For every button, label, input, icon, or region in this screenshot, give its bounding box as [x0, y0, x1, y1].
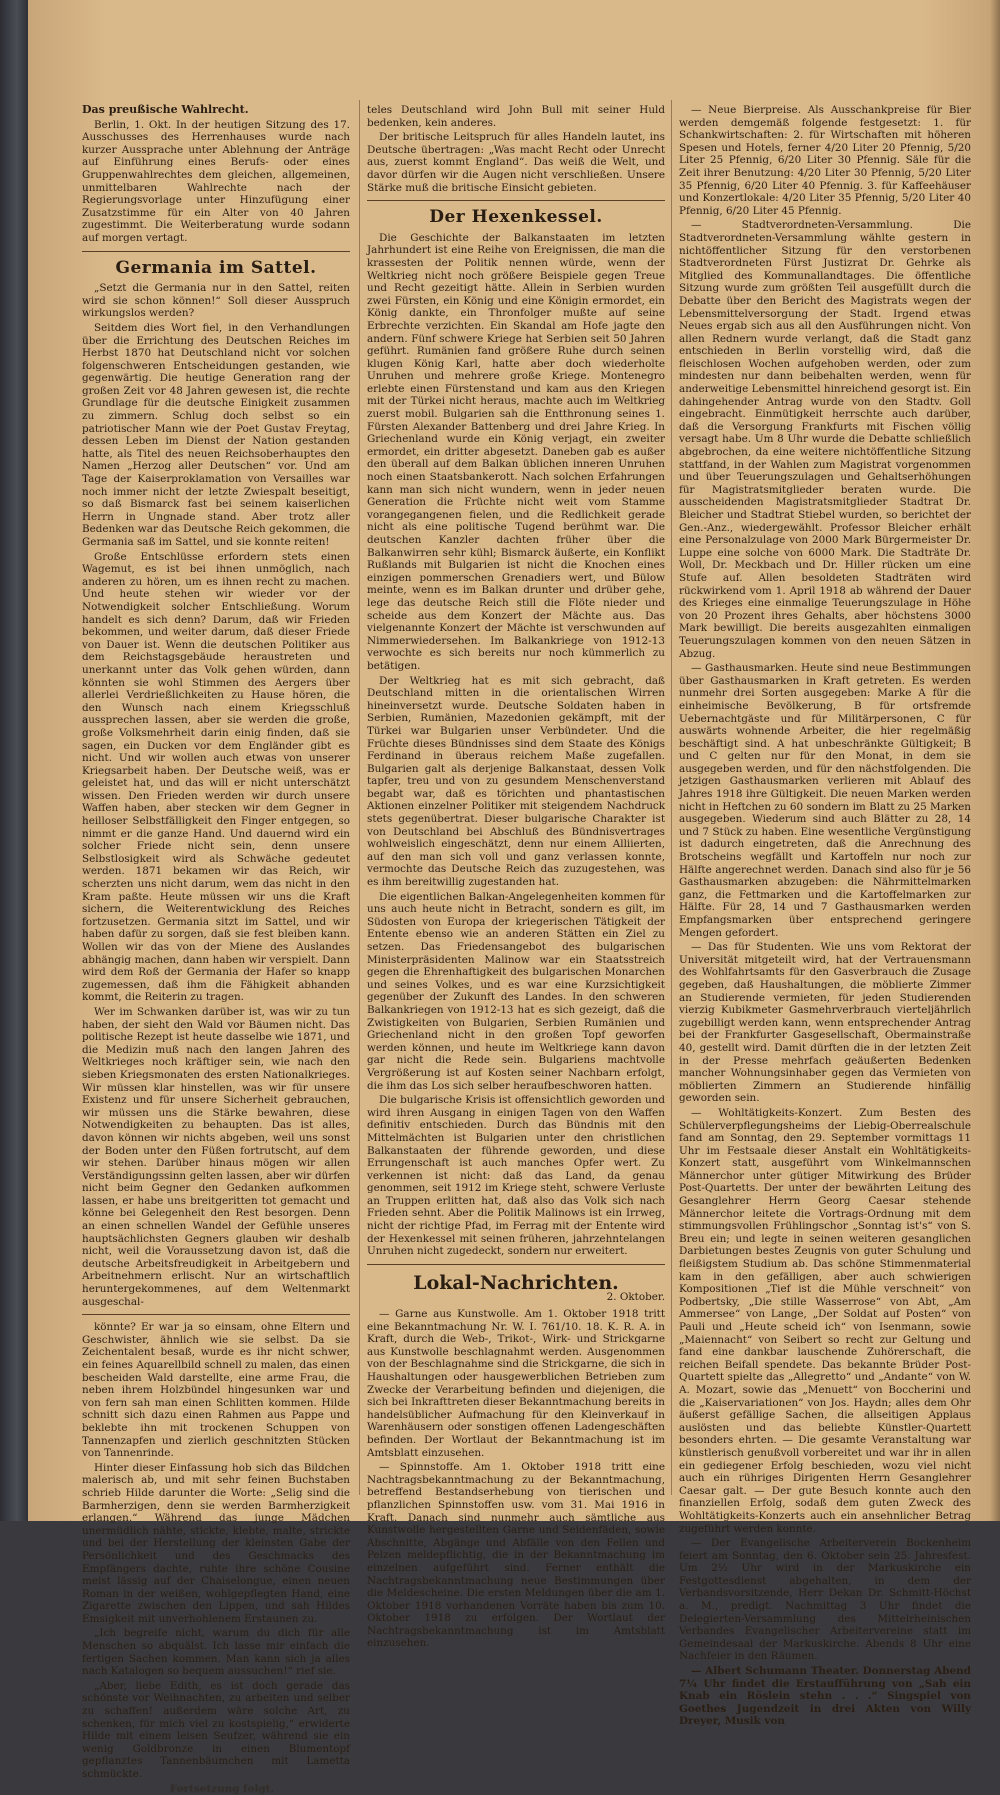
germania-paragraph-2: Seitdem dies Wort fiel, in den Verhandlungen über die Errichtung des Deutschen Reiches im Herbst 1870 hat Deutschland nicht vor solchen folgenschweren Entscheidungen gestanden, wie gegenwärtig. Die heutige Generation rang der großen Zeit vor 48 Jahren gewesen ist, die rechte Grundlage für die deutsche Einigkeit zusammen zu zimmern. Schlug doch selbst so ein patriotischer Mann wie der Poet Gustav Freytag, dessen Leben im Dienst der Nation gestanden hatte, als Titel des neuen Reichsoberhauptes den Namen „Herzog aller Deutschen“ vor. Und am Tage der Kaiserproklamation von Versailles war noch immer nicht der letzte Zwiespalt beseitigt, so daß Bismarck fast bei seinem kaiserlichen Herrn in Ungnade stand. Aber trotz aller Bedenken war das Deutsche Reich gekommen, die Germania saß im Sattel, und sie konnte reiten! [82, 321, 350, 548]
column-2 [367, 104, 665, 1650]
hexenkessel-paragraph-4: Die bulgarische Krisis ist offensichtlich geworden und wird ihren Ausgang in einigen Tagen von den Waffen definitiv entschieden. Durch das Bündnis mit den Mittelmächten ist Bulgarien unter den christlichen Balkanstaaten der führende geworden, und diese Errungenschaft ist auch manches Opfer wert. Zu verkennen ist nicht: daß das Land, da genau genommen, seit 1912 im Kriege steht, schwere Verluste an Truppen erlitten hat, daß also das Volk sich nach Frieden sehnt. Aber die Politik Malinows ist ein Irrweg, nicht der richtige Pfad, im Ferrag mit der Entente wird der Hexenkessel mit seinen früheren, jahrzehntelangen Unruhen nicht zugedeckt, sondern nur erweitert. [367, 1094, 665, 1258]
column-3 [679, 104, 971, 1728]
story-paragraph-3: „Ich begreife nicht, warum du dich für alle Menschen so abquälst. Ich lasse mir einfach die fertigen Sachen kommen. Man kann sich ja alles nach Katalogen so bequem aussuchen!“ rief sie. [82, 1627, 350, 1678]
hexenkessel-paragraph-2: Der Weltkrieg hat es mit sich gebracht, daß Deutschland mitten in die orientalischen Wirren hineinversetzt wurde. Deutsche Soldaten haben in Serbien, Rumänien, Mazedonien gekämpft, mit der Türkei war Bulgarien unser Verbündeter. Und die Früchte dieses Bündnisses sind dem Staate des Königs Ferdinand in überaus reichem Maße zugefallen. Bulgarien galt als derjenige Balkanstaat, dessen Volk tapfer, treu und von zu gesundem Menschenverstand begabt war, daß es törichten und phantastischen Aktionen einzelner Politiker mit steigendem Nachdruck stets gegenübertrat. Dieser bulgarische Charakter ist von Deutschland bei Abschluß des Bündnisvertrages wohlweislich eingeschätzt, denn nur einem Alliierten, auf den man sich voll und ganz verlassen konnte, vermochte das Deutsche Reich das zuzugestehen, was es ihm bereitwillig zugestanden hat. [367, 674, 665, 889]
theater-paragraph: — Albert Schumann Theater. Donnerstag Abend 7¼ Uhr findet die Erstaufführung von „Sah ein Knab ein Röslein stehn . . .“ Singspiel von Goethes Jugendzeit in drei Akten von Willy Dreyer, Musik von [679, 1665, 971, 1728]
germania-paragraph-1: „Setzt die Germania nur in den Sattel, reiten wird sie schon können!“ Soll dieser Ausspruch wirkungslos werden? [82, 282, 350, 320]
column2-top-text: teles Deutschland wird John Bull mit seiner Huld bedenken, kein anderes. [367, 104, 665, 129]
column-rule-2 [671, 100, 672, 1495]
column2-top-paragraph: Der britische Leitspruch für alles Handeln lautet, ins Deutsche übertragen: „Was macht Recht oder Unrecht aus, zuerst kommt England“. Das weiß die Welt, und davor dürfen wir die Augen nicht verschließen. Unsere Stärke muß die britische Einsicht gebieten. [367, 131, 665, 194]
lokal-garne-paragraph: — Garne aus Kunstwolle. Am 1. Oktober 1918 tritt eine Bekanntmachung Nr. W. I. 761/10. 18. K. R. A. in Kraft, durch die Web-, Trikot-, Wirk- und Strickgarne aus Kunstwolle beschlagnahmt werden. Ausgenommen von der Beschlagnahme sind die Strickgarne, die sich in Haushaltungen oder hausgewerblichen Betrieben zum Zwecke der Verarbeitung befinden und diejenigen, die sich bei Inkrafttreten dieser Bekanntmachung bereits in handelsüblicher Aufmachung für den Kleinverkauf in Warenhäusern oder sonstigen offenen Ladengeschäften befinden. Der Wortlaut der Bekanntmachung ist im Amtsblatt einzusehen. [367, 1308, 665, 1459]
bierpreise-paragraph: — Neue Bierpreise. Als Ausschankpreise für Bier werden demgemäß folgende festgesetzt: 1. für Schankwirtschaften: 2. für Wirtschaften mit höheren Spesen und Hotels, ferner 4/20 Liter 20 Pfennig, 5/20 Liter 25 Pfennig, 6/20 Liter 30 Pfennig. Säle für die Zeit ihrer Benutzung: 4/20 Liter 30 Pfennig, 5/20 Liter 35 Pfennig, 6/20 Liter 40 Pfennig. 3. für Kaffeehäuser und Konzertlokale: 4/20 Liter 35 Pfennig, 5/20 Liter 40 Pfennig, 6/20 Liter 45 Pfennig. [679, 104, 971, 217]
story-paragraph-4: „Aber, liebe Edith, es ist doch gerade das schönste vor Weihnachten, zu arbeiten und selber zu schaffen! außerdem wäre solche Art, zu schenken, für mich viel zu kostspielig,“ erwiderte Hilde mit einem leisen Seufzer, während sie ein wenig Goldbronze in einen Blumentopf gepflanztes Tannenbäumchen mit Lametta schmückte. [82, 1679, 350, 1780]
germania-paragraph-4: Wer im Schwanken darüber ist, was wir zu tun haben, der sieht den Wald vor Bäumen nicht. Das politische Rezept ist heute dasselbe wie 1871, und die Medizin muß nach den langen Jahren des Weltkrieges noch kräftiger sein, wie nach den sieben Kriegsmonaten des ersten Nationalkrieges. Wir müssen klar hinstellen, was wir für unsere Existenz und für unsere Sicherheit gebrauchen, wir müssen uns die Stärke bewahren, diese Notwendigkeiten zu behaupten. Das ist alles, davon können wir nichts abgeben, weil uns sonst der Boden unter den Füßen fortrutscht, auf dem wir stehen. Darüber hinaus mögen wir allen Verständigungssinn gelten lassen, aber wir dürfen nicht beim Gegner den Gedanken aufkommen lassen, er habe uns breitgeritten tot gemacht und könne bei Gelegenheit den Rest besorgen. Denn an einen schnellen Wandel der Gefühle unseres hauptsächlichsten Gegners glauben wir deshalb nicht, weil die Voraussetzung davon ist, daß die deutsche Arbeitsfreudigkeit in Arbeitgebern und Arbeitnehmern erlischt. Nur an wirtschaftlich heruntergekommenes, auf dem Weltenmarkt ausgeschal- [82, 1005, 350, 1308]
hexenkessel-paragraph-3: Die eigentlichen Balkan-Angelegenheiten kommen für uns auch heute nicht in Betracht, sondern es gilt, im Südosten von Europa der kriegerischen Tätigkeit der Entente ebenso wie an anderen Stätten ein Ziel zu setzen. Das Friedensangebot des bulgarischen Ministerpräsidenten Malinow war ein Staatsstreich gegen die Ehrenhaftigkeit des bulgarischen Monarchen und seines Volkes, und es war eine Kurzsichtigkeit gegenüber der Zukunft des Landes. In den schweren Balkankriegen von 1912-13 hat es sich gezeigt, daß die Zwistigkeiten von Bulgarien, Serbien Rumänien und Griechenland nicht in den großen Topf geworfen werden können, und heute im Weltkriege kann davon gar nicht die Rede sein. Bulgariens machtvolle Vergrößerung ist auf Kosten seiner Nachbarn erfolgt, die ihm das Los sich selber heraufbeschworen hatten. [367, 890, 665, 1092]
arbeiterverein-paragraph: — Der Evangelische Arbeiterverein Bockenheim feiert am Sonntag, den 6. Oktober sein 25. Jahresfest. Um 2½ Uhr wird in der Markuskirche ein Festgottesdienst abgehalten, in dem der Verbandsvorsitzende, Herr Dekan Dr. Schmitt-Höchst a. M., predigt. Nachmittag 3 Uhr findet die Delegierten-Versammlung des Mittelrheinischen Verbandes Evangelischer Arbeitervereine statt im Gemeindesaal der Markuskirche. Abends 8 Uhr eine Nachfeier in den Räumen. [679, 1537, 971, 1663]
gasthausmarken-paragraph: — Gasthausmarken. Heute sind neue Bestimmungen über Gasthausmarken in Kraft getreten. Es werden nunmehr drei Sorten ausgegeben: Marke A für die einheimische Bevölkerung, B für ortsfremde Uebernachtgäste und für Militärpersonen, C für auswärts wohnende Arbeiter, die hier regelmäßig beschäftigt sind. A hat unbeschränkte Gültigkeit; B und C gelten nur für den Monat, in dem sie ausgegeben werden, und für den nächstfolgenden. Die jetzigen Gasthausmarken verlieren mit Ablauf des Jahres 1918 ihre Gültigkeit. Die neuen Marken werden nicht in Heftchen zu 60 sondern im Blatt zu 25 Marken ausgegeben. Wiederum sind auch Blätter zu 28, 14 und 7 Stück zu haben. Eine wesentliche Vergünstigung ist dadurch eingetreten, daß die Anrechnung des Brotscheins wegfällt und Kartoffeln nur noch zur Hälfte angerechnet werden. Danach sind also für je 56 Gasthausmarken abzugeben: die Nährmittelmarken ganz, die Fettmarken und die Kartoffelmarken zur Hälfte. Für 28, 14 und 7 Gasthausmarken werden Empfangsmarken über entsprechend geringere Mengen gefordert. [679, 662, 971, 939]
section-rule [82, 251, 350, 252]
story-paragraph-1: könnte? Er war ja so einsam, ohne Eltern und Geschwister, ähnlich wie sie selbst. Da sie Zeichentalent besaß, wurde es ihr nicht schwer, ein feines Aquarellbild schnell zu malen, das einen bescheiden Wald darstellte, eine arme Frau, die neben ihrem Holzbündel hingesunken war und von fern sah man einen Schlitten kommen. Hilde schnitt sich dazu einen Rahmen aus Pappe und beklebte ihn mit trockenen Schuppen von Tannenzapfen und zierlich geschnitzten Stücken von Tannenrinde. [82, 1321, 350, 1460]
germania-paragraph-3: Große Entschlüsse erfordern stets einen Wagemut, es ist bei ihnen unmöglich, nach anderen zu hören, um es ihnen recht zu machen. Und heute stehen wir wieder vor der Notwendigkeit solcher Entschließung. Worum handelt es sich denn? Darum, daß wir Frieden bekommen, und weiter darum, daß dieser Friede von Dauer ist. Wenn die deutschen Politiker aus dem Reichstagsgebäude heraustreten und unerkannt unter das Volk gehen würden, dann könnten sie wohl Stimmen des Aergers über allerlei Verdrießlichkeiten zu Hause hören, die den Wunsch nach einem Kriegsschluß aussprechen lassen, aber sie werden die große, große Volksmehrheit darin einig finden, daß sie sagen, ein Ducken vor dem Engländer gibt es nicht. Und wir wollen auch etwas von unserer Kriegsarbeit haben. Der Deutsche weiß, was er geleistet hat, und das will er nicht unterschätzt wissen. Den Frieden werden wir durch unsere Waffen haben, aber stecken wir dem Gegner in heilloser Selbstfälligkeit den Finger entgegen, so nimmt er die ganze Hand. Und dauernd wird ein solcher Friede nicht sein, denn unsere Selbstlosigkeit wird als Schwäche gedeutet werden. 1871 bekamen wir das Reich, wir scherzten uns nicht darum, wem das nicht in den Kram paßte. Heute müssen wir uns die Kraft sichern, die Weiterentwicklung des Reiches fortzusetzen. Germania sitzt im Sattel, und wir haben dafür zu sorgen, daß sie fest bleiben kann. Wollen wir das von der Miene des Auslandes abhängig machen, dann haben wir verspielt. Dann wird dem Roß der Germania der Hafer so knapp zugemessen, daß ihm die Fähigkeit abhanden kommt, die Reiterin zu tragen. [82, 550, 350, 1004]
feuilleton-rule [82, 1314, 350, 1315]
lokal-spinnstoffe-paragraph: — Spinnstoffe. Am 1. Oktober 1918 tritt eine Nachtragsbekanntmachung zu der Bekanntmachung, betreffend Bestandserhebung von tierischen und pflanzlichen Spinnstoffen usw. vom 31. Mai 1916 in Kraft. Danach sind nunmehr auch sämtliche aus Kunstwolle hergestellten Garne und Seidenfäden, sowie Abschnitte, Abgänge und Abfälle von den Fellen und Pelzen meldepflichtig, die in der Bekanntmachung im einzelnen aufgeführt sind. Ferner enthält die Nachtragsbekanntmachung neue Bestimmungen über die Meldescheine. Die ersten Meldungen über die am 1. Oktober 1918 vorhandenen Vorräte haben bis zum 10. Oktober 1918 zu erfolgen. Der Wortlaut der Nachtragsbekanntmachung ist im Amtsblatt einzusehen. [367, 1461, 665, 1650]
section-rule [367, 1264, 665, 1265]
page-edge [990, 0, 1000, 1521]
hexenkessel-heading: Der Hexenkessel. [429, 207, 603, 228]
hexenkessel-paragraph-1: Die Geschichte der Balkanstaaten im letzten Jahrhundert ist eine Reihe von Ereignissen, die man die krassesten der Politik nennen würde, wenn der Weltkrieg nicht noch größere Beispiele gegen Treue und Recht gezeitigt hätte. Allein in Serbien wurden zwei Fürsten, ein König und eine Königin ermordet, ein König dankte, ein Thronfolger mußte auf seine Erbrechte verzichten. Ein Skandal am Hofe jagte den andern. Fünf schwere Kriege hat Serbien seit 50 Jahren geführt. Rumänien fand größere Ruhe durch seinen klugen König Karl, hatte aber doch wiederholte Unruhen und mehrere große Kriege. Montenegro erlebte einen Fürstenstand und kam aus den Kriegen mit der Türkei nicht heraus, machte auch im Weltkrieg zuerst mobil. Bulgarien sah die Entthronung seines 1. Fürsten Alexander Battenberg und drei Jahre Krieg. In Griechenland wurde ein König verjagt, ein zweiter ermordet, ein dritter abgesetzt. Daneben gab es außer den überall auf dem Balkan üblichen inneren Unruhen noch einen Staatsbankerott. Nach solchen Erfahrungen kann man sich nicht wundern, wenn in jeder neuen Generation die Früchte nicht weit vom Stamme vorangegangenen fielen, und die Redlichkeit gerade nicht als eine politische Tugend berühmt war. Die deutschen Kanzler dachten früher über die Balkanwirren sehr kühl; Bismarck äußerte, ein Konflikt Rußlands mit Bulgarien ist nicht die Knochen eines einzigen pommerschen Grenadiers wert, und Bülow meinte, wenn es im Balkan drunter und drüber gehe, lege das deutsche Reich still die Flöte nieder und scheide aus dem Konzert der Mächte aus. Das vielgenannte Konzert der Mächte ist verschwunden auf Nimmerwiedersehen. Im Balkankriege von 1912-13 verwochte es sich bereits nur noch kümmerlich zu betätigen. [367, 231, 665, 672]
studenten-paragraph: — Das für Studenten. Wie uns vom Rektorat der Universität mitgeteilt wird, hat der Vertrauensmann des Wohlfahrtsamts für den Gasverbrauch die Zusage gegeben, daß Haushaltungen, die möblierte Zimmer an Studierende vermieten, für jeden Studierenden vierzig Kubikmeter Gasmehrverbrauch vierteljährlich zugebilligt werden kann, wenn entsprechender Antrag bei der Frankfurter Gasgesellschaft, Obermainstraße 40, gestellt wird. Damit dürften die in der letzten Zeit in der Presse mehrfach geäußerten Bedenken mancher Wohnungsinhaber gegen das Vermieten von möblierten Zimmern an Studierende hinfällig geworden sein. [679, 941, 971, 1105]
column-rule-1 [359, 100, 360, 1495]
story-paragraph-2: Hinter dieser Einfassung hob sich das Bildchen malerisch ab, und mit sehr feinen Buchstaben schrieb Hilde darunter die Worte: „Selig sind die Barmherzigen, denn sie werden Barmherzigkeit erlangen.“ Während das junge Mädchen unermüdlich nähte, stickte, klebte, malte, strickte und bei der Herstellung der kleinsten Gabe der Persönlichkeit und des Geschmacks des Empfängers dachte, ruhte ihre schöne Cousine meist lässig auf der Chaiselongue, einen neuen Roman in der weißen, wohlgepflegten Hand, eine Zigarette zwischen den Lippen, und sah Hildes Emsigkeit mit unverhohlenem Erstaunen zu. [82, 1461, 350, 1625]
konzert-paragraph: — Wohltätigkeits-Konzert. Zum Besten des Schülerverpflegungsheims der Liebig-Oberrealschule fand am Sonntag, den 29. September vormittags 11 Uhr im Festsaale dieser Anstalt ein Wohltätigkeits-Konzert statt, ausgeführt vom Winkelmannschen Männerchor unter gütiger Mitwirkung des Brüder Post-Quartetts. Der unter der bewährten Leitung des Gesanglehrer Herrn Georg Caesar stehende Männerchor leitete die Vortrags-Ordnung mit dem stimmungsvollen Frühlingschor „Sonntag ist's“ von S. Breu ein; und legte in seinen weiteren gesanglichen Darbietungen bestes Zeugnis von guter Schulung und fleißigstem Studium ab. Das schöne Stimmenmaterial kam in den gefälligen, aber auch schwierigen Kompositionen „Tief ist die Mühle verschneit“ von Podbertsky, „Die stille Wasserrose“ von Abt, „Am Ammersee“ von Lange, „Der Soldat auf Posten“ von Pauli und „Heute scheid ich“ von Isenmann, sowie „Maiennacht“ von Seibert so recht zur Geltung und fand eine dankbar lauschende Zuhörerschaft, die reichen Beifall spendete. Das bekannte Brüder Post-Quartett spielte das „Allegretto“ und „Andante“ von W. A. Mozart, sowie das „Menuett“ von Boccherini und die „Kaiservariationen“ von Jos. Haydn; alles dem Ohr äußerst gefällige Sachen, die allseitigen Applaus auslösten und das beliebte Künstler-Quartett besonders ehrten. — Die gesamte Veranstaltung war künstlerisch genußvoll vorbereitet und war ihr in allen ein gediegener Erfolg beschieden, wozu viel nicht auch ein rühriges Dirigenten Herrn Gesanglehrer Caesar galt. — Der gute Besuch konnte auch den finanziellen Erfolg, sodaß dem guten Zweck des Wohltätigkeits-Konzerts auch ein ansehnlicher Betrag zugeführt werden konnte. [679, 1106, 971, 1535]
lokal-dateline: 2. Oktober. [606, 1291, 665, 1304]
story-continuation: Fortsetzung folgt. [169, 1782, 275, 1795]
stadtverordneten-paragraph: — Stadtverordneten-Versammlung. Die Stadtverordneten-Versammlung wählte gestern in nichtöffentlicher Sitzung für den verstorbenen Stadtverordneten Fürst Justizrat Dr. Gehrke als Mitglied des Kommunallandtages. Die öffentliche Sitzung wurde zum größten Teil ausgefüllt durch die Debatte über den Bericht des Magistrats wegen der Lebensmittelversorgung der Stadt. Irgend etwas Neues ergab sich aus all den Ausführungen nicht. Von allen Rednern wurde verlangt, daß die Stadt ganz entschieden in Berlin vorstellig wird, daß die fleischlosen Wochen aufgehoben werden, oder zum mindesten nur dann beibehalten werden, wenn für anderweitige Lebensmittel hinreichend gesorgt ist. Ein dahingehender Antrag wurde von den Stadtv. Goll eingebracht. Einmütigkeit herrschte auch darüber, daß die Versorgung Frankfurts mit Fischen völlig versagt habe. Um 8 Uhr wurde die Debatte schließlich abgebrochen, da eine weitere nichtöffentliche Sitzung stattfand, in der Wahlen zum Magistrat vorgenommen und über Teuerungszulagen und Gehaltserhöhungen für Magistratsmitglieder beraten wurde. Die ausscheidenden Magistratsmitglieder Stadtrat Dr. Bleicher und Stadtrat Stiebel wurden, so berichtet der Gen.-Anz., wiedergewählt. Professor Bleicher erhält eine Personalzulage von 2000 Mark Bürgermeister Dr. Luppe eine solche von 6000 Mark. Die Stadträte Dr. Woll, Dr. Meckbach und Dr. Hiller rücken um eine Stufe auf. Allen besoldeten Stadträten wird rückwirkend vom 1. April 1918 ab während der Dauer des Krieges eine einmalige Teuerungszulage in Höhe von 20 Prozent ihres Gehalts, aber höchstens 3000 Mark bewilligt. Die bereits ausgezahlten einmaligen Teuerungszulagen kommen von den neuen Sätzen in Abzug. [679, 219, 971, 660]
germania-heading: Germania im Sattel. [115, 257, 317, 278]
section-rule [367, 200, 665, 201]
lokal-nachrichten-heading: Lokal-Nachrichten. [413, 1271, 619, 1294]
wahlrecht-heading: Das preußische Wahlrecht. [82, 103, 249, 116]
wahlrecht-text: Berlin, 1. Okt. In der heutigen Sitzung des 17. Ausschusses des Herrenhauses wurde nach kurzer Aussprache unter Ablehnung der Anträge auf Einführung eines Berufs- oder eines Gruppenwahlrechtes dem gleichen, allgemeinen, unmittelbaren Wahlrechte nach der Regierungsvorlage unter Hinzufügung einer Zusatzstimme für ein Alter von 40 Jahren zugestimmt. Die Weiterberatung wurde sodann auf morgen vertagt. [82, 118, 350, 244]
column-1 [82, 103, 350, 1795]
book-binding [0, 0, 28, 1521]
